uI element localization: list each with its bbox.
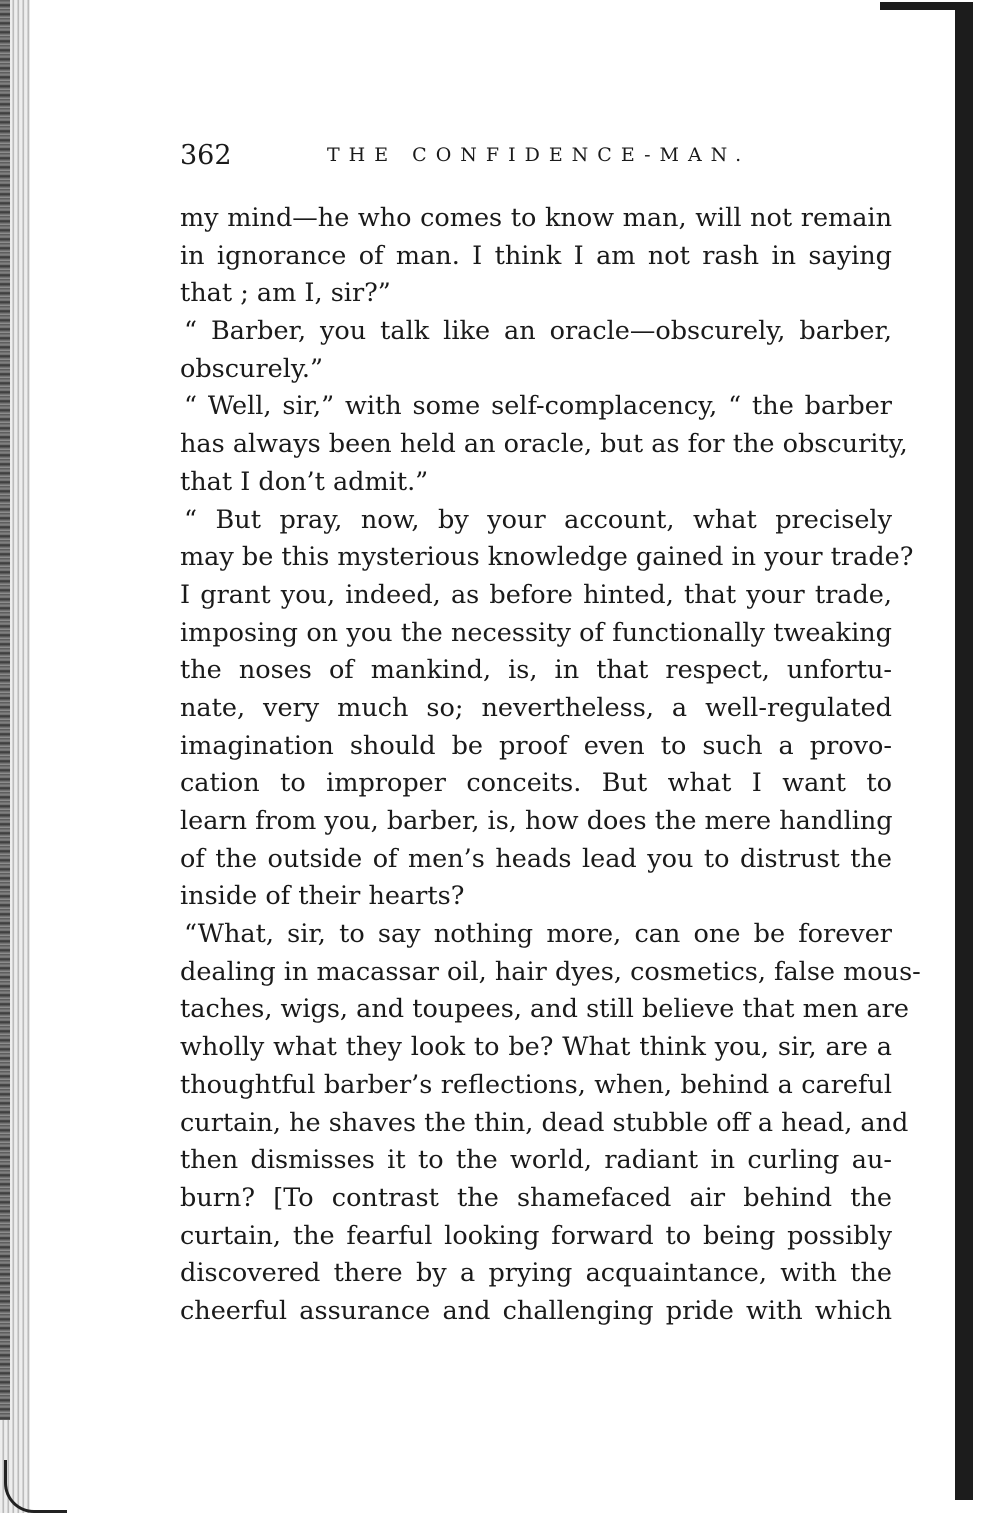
text-line: “What, sir, to say nothing more, can one be forever (184, 919, 892, 950)
text-line: thoughtful barber’s reflections, when, behind a careful (180, 1069, 892, 1100)
scan-margin-right (973, 0, 1000, 1513)
running-title: THE CONFIDENCE-MAN. (327, 144, 751, 166)
text-line: curtain, he shaves the thin, dead stubble off a head, and (180, 1107, 909, 1138)
text-line: “ But pray, now, by your account, what precisely (184, 504, 892, 535)
text-line: nate, very much so; nevertheless, a well-regulated (180, 692, 892, 723)
text-line: learn from you, barber, is, how does the mere handling (180, 806, 893, 836)
text-line: has always been held an oracle, but as for the obscurity, (180, 429, 908, 460)
text-line: the noses of mankind, is, in that respect, unfortu- (180, 655, 892, 686)
text-line: “ Barber, you talk like an oracle—obscurely, barber, (184, 316, 892, 347)
page-number: 362 (180, 140, 232, 171)
text-line: imposing on you the necessity of functionally tweaking (180, 617, 892, 648)
text-line: dealing in macassar oil, hair dyes, cosmetics, false mous- (180, 956, 921, 987)
text-line: discovered there by a prying acquaintance, with the (180, 1258, 892, 1289)
text-line: I grant you, indeed, as before hinted, that your trade, (180, 579, 892, 610)
text-line: inside of their hearts? (180, 881, 465, 912)
text-line: burn? [To contrast the shamefaced air behind the (180, 1182, 892, 1213)
body-text (180, 200, 921, 1331)
text-line: that I don’t admit.” (180, 466, 429, 497)
text-line: cheerful assurance and challenging pride with which (180, 1295, 892, 1326)
scan-edge-right (955, 10, 973, 1500)
scan-corner-mark (4, 1460, 67, 1513)
scan-binding-shadow (0, 0, 10, 1420)
text-line: imagination should be proof even to such a provo- (180, 730, 892, 761)
text-line: my mind—he who comes to know man, will not remain (180, 203, 892, 233)
text-line: of the outside of men’s heads lead you to distrust the (180, 843, 892, 874)
text-line: may be this mysterious knowledge gained in your trade? (180, 542, 914, 573)
text-line: curtain, the fearful looking forward to being possibly (180, 1220, 892, 1251)
text-line: cation to improper conceits. But what I want to (180, 768, 892, 799)
text-line: wholly what they look to be? What think you, sir, are a (180, 1032, 892, 1063)
text-line: taches, wigs, and toupees, and still believe that men are (180, 994, 909, 1025)
text-line: obscurely.” (180, 353, 324, 384)
text-line: that ; am I, sir?” (180, 278, 391, 309)
text-line: “ Well, sir,” with some self-complacency, “ the barber (184, 391, 892, 422)
text-line: then dismisses it to the world, radiant in curling au- (180, 1145, 892, 1176)
running-head (180, 140, 900, 180)
text-line: in ignorance of man. I think I am not rash in saying (180, 240, 892, 271)
